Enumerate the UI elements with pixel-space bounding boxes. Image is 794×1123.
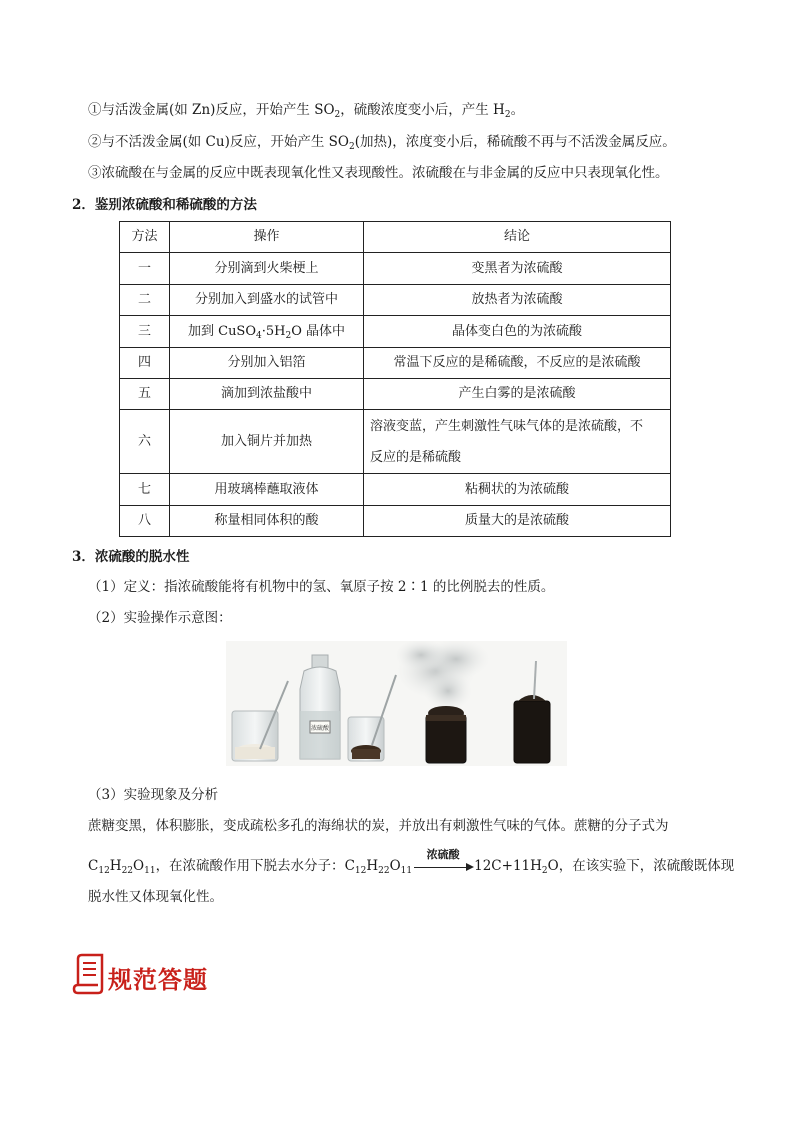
operation-cell: 加入铜片并加热 — [170, 410, 364, 474]
conclusion-cell: 溶液变蓝，产生刺激性气味气体的是浓硫酸，不 反应的是稀硫酸 — [364, 410, 671, 474]
method-cell: 二 — [120, 285, 170, 316]
intro-point-1: ①与活泼金属(如 Zn)反应，开始产生 $SO_2$，硫酸浓度变小后，产生 $H_2$。 — [88, 102, 525, 120]
operation-cell: 分别滴到火柴梗上 — [170, 253, 364, 285]
table-header-row — [120, 222, 671, 253]
reaction-arrow: 浓硫酸 — [412, 858, 474, 876]
reaction-equation-line: $C_{12}H_{22}O_{11}$，在浓硫酸作用下脱去水分子：$C_{12}H_{22}O_{11}$ 浓硫酸 $12C+11H_2O$，在该实验下，浓硫酸既体现 — [88, 847, 735, 876]
conclusion-cell: 放热者为浓硫酸 — [364, 285, 671, 316]
table-row — [120, 253, 671, 285]
method-cell: 四 — [120, 348, 170, 379]
method-cell: 三 — [120, 316, 170, 348]
conclusion-cell: 变黑者为浓硫酸 — [364, 253, 671, 285]
definition-text: （1）定义：指浓硫酸能将有机物中的氢、氧原子按 2∶1 的比例脱去的性质。 — [88, 579, 555, 595]
table-header-cell: 方法 — [120, 222, 170, 253]
operation-cell: 分别加入铝箔 — [170, 348, 364, 379]
analysis-line-1: 蔗糖变黑，体积膨胀，变成疏松多孔的海绵状的炭，并放出有刺激性气味的气体。蔗糖的分子式为 — [88, 818, 669, 834]
analysis-line-3: 脱水性又体现氧化性。 — [88, 889, 223, 905]
conclusion-cell: 晶体变白色的为浓硫酸 — [364, 316, 671, 348]
beaker-carbon-rising — [426, 706, 466, 763]
table-header-cell: 操作 — [170, 222, 364, 253]
scroll-icon — [72, 953, 108, 997]
operation-cell: 称量相同体积的酸 — [170, 506, 364, 537]
diagram-label: （2）实验操作示意图： — [88, 610, 232, 626]
intro-point-3: ③浓硫酸在与金属的反应中既表现氧化性又表现酸性。浓硫酸在与非金属的反应中只表现氧化性。 — [88, 165, 669, 181]
section-title: 规范答题 — [108, 965, 208, 994]
method-cell: 八 — [120, 506, 170, 537]
intro-point-2: ②与不活泼金属(如 Cu)反应，开始产生 $SO_2$(加热)，浓度变小后，稀硫酸不再与不活泼金属反应。 — [88, 134, 676, 152]
operation-cell: 滴加到浓盐酸中 — [170, 379, 364, 410]
operation-cell: 用玻璃棒蘸取液体 — [170, 474, 364, 506]
method-cell: 一 — [120, 253, 170, 285]
table-header-cell: 结论 — [364, 222, 671, 253]
reagent-bottle — [300, 655, 340, 759]
method-cell: 五 — [120, 379, 170, 410]
operation-cell: 分别加入到盛水的试管中 — [170, 285, 364, 316]
analysis-label: （3）实验现象及分析 — [88, 787, 219, 803]
table-row — [120, 348, 671, 379]
conclusion-cell: 质量大的是浓硫酸 — [364, 506, 671, 537]
conclusion-cell: 粘稠状的为浓硫酸 — [364, 474, 671, 506]
conclusion-cell: 常温下反应的是稀硫酸，不反应的是浓硫酸 — [364, 348, 671, 379]
table-row — [120, 285, 671, 316]
table-row — [120, 474, 671, 506]
section-3-heading: 3．浓硫酸的脱水性 — [72, 549, 190, 565]
section-2-heading: 2．鉴别浓硫酸和稀硫酸的方法 — [72, 197, 257, 213]
table-row — [120, 316, 671, 348]
conclusion-cell: 产生白雾的是浓硫酸 — [364, 379, 671, 410]
experiment-photo — [226, 641, 567, 766]
bottle-label: 浓硫酸 — [310, 725, 330, 732]
table-row — [120, 379, 671, 410]
method-cell: 六 — [120, 410, 170, 474]
identification-table — [119, 221, 671, 537]
operation-cell: 加到 $CuSO_4\cdot 5H_2O$ 晶体中 — [170, 316, 364, 348]
method-cell: 七 — [120, 474, 170, 506]
table-row — [120, 410, 671, 474]
table-row — [120, 506, 671, 537]
